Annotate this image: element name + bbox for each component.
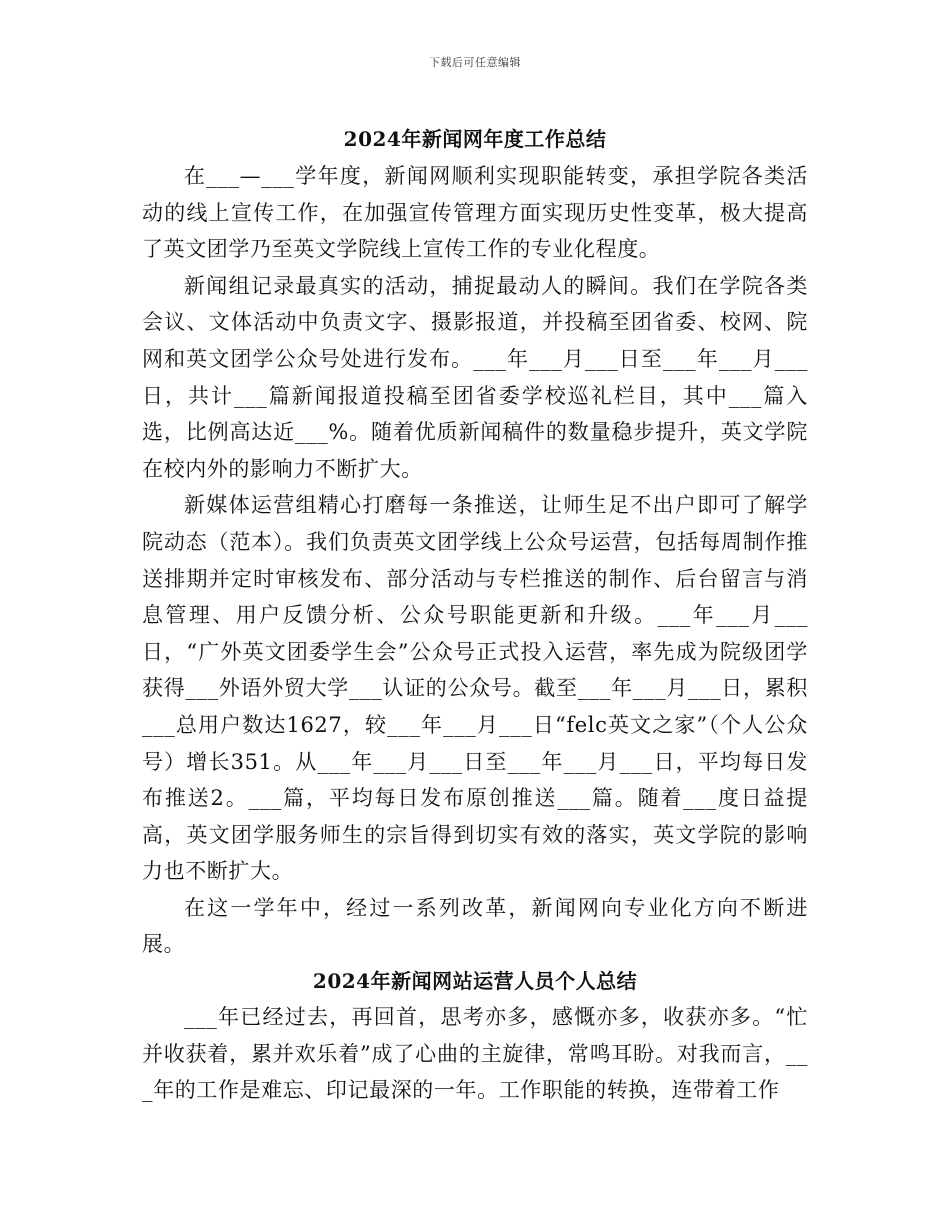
header-note: 下载后可任意编辑 bbox=[429, 56, 521, 69]
document-title: 2024年新闻网年度工作总结 bbox=[343, 127, 607, 151]
paragraph-personal-summary: ___年已经过去，再回首，思考亦多，感慨亦多，收获亦多。“忙并收获着，累并欢乐着”成了心曲的主旋律，常鸣耳盼。对我而言，___年的工作是难忘、印记最深的一年。工作职能的转换，连带着工作 bbox=[142, 1005, 808, 1103]
paragraph-news-group: 新闻组记录最真实的活动，捕捉最动人的瞬间。我们在学院各类会议、文体活动中负责文字、摄影报道，并投稿至团省委、校网、院网和英文团学公众号处进行发布。___年___月___日至___年___月___日，共计___篇新闻报道投稿至团省委学校巡礼栏目，其中___篇入选，比例高达近___%。随着优质新闻稿件的数量稳步提升，英文学院在校内外的影响力不断扩大。 bbox=[142, 273, 808, 481]
document-body bbox=[142, 120, 808, 1109]
second-document-title: 2024年新闻网站运营人员个人总结 bbox=[312, 969, 638, 994]
paragraph-intro: 在___—___学年度，新闻网顺利实现职能转变，承担学院各类活动的线上宣传工作，在加强宣传管理方面实现历史性变革，极大提高了英文团学乃至英文学院线上宣传工作的专业化程度。 bbox=[142, 164, 808, 262]
paragraph-conclusion: 在这一学年中，经过一系列改革，新闻网向专业化方向不断进展。 bbox=[142, 895, 808, 957]
paragraph-new-media-group: 新媒体运营组精心打磨每一条推送，让师生足不出户即可了解学院动态（范本）。我们负责英文团学线上公众号运营，包括每周制作推送排期并定时审核发布、部分活动与专栏推送的制作、后台留言与消息管理、用户反馈分析、公众号职能更新和升级。___年___月___日，“广外英文团委学生会”公众号正式投入运营，率先成为院级团学获得___外语外贸大学___认证的公众号。截至___年___月___日，累积___总用户数达1627，较___年___月___日“felc英文之家”（个人公众号）增长351。从___年___月___日至___年___月___日，平均每日发布推送2。___篇，平均每日发布原创推送___篇。随着___度日益提高，英文团学服务师生的宗旨得到切实有效的落实，英文学院的影响力也不断扩大。 bbox=[142, 493, 808, 884]
